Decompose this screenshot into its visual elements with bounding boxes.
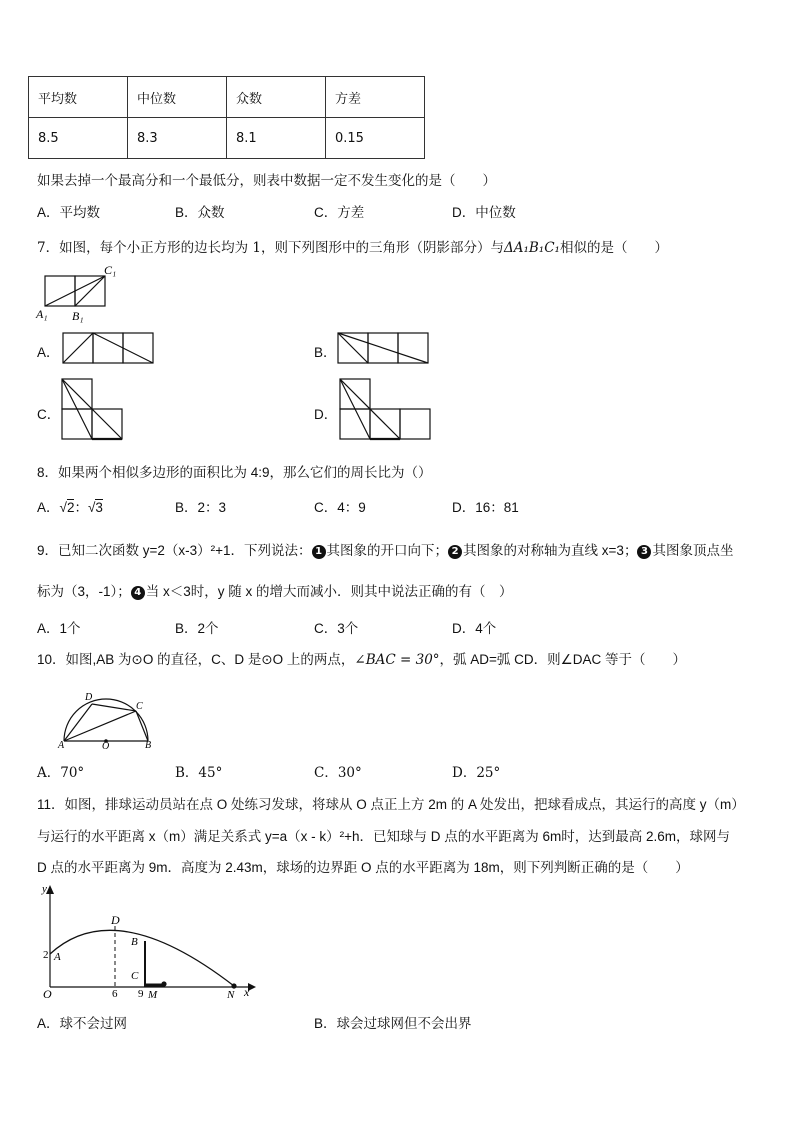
q7-option-c-figure[interactable]: [60, 377, 126, 441]
q7-stem: [37, 236, 668, 256]
q11-stem-line3: D 点的水平距离为 9m．高度为 2.43m，球场的边界距 O 点的水平距离为 18m，则下列判断正确的是（ ）: [37, 860, 689, 875]
q9-stem-line2: [37, 580, 513, 600]
q11-label-d: D: [111, 913, 120, 927]
q9-option-a[interactable]: A．1个: [37, 621, 81, 636]
q9-statement-4: 当 x＜3时，y 随 x 的增大而减小．则其中说法正确的有（ ）: [145, 584, 513, 599]
q7-option-d-figure[interactable]: [338, 377, 434, 441]
q9-option-c[interactable]: C．3个: [314, 621, 359, 636]
value-median: 8.3: [128, 118, 227, 159]
q7-stem-part-a: 7．如图，每个小正方形的边长均为 1，则下列图形中的三角形（阴影部分）与: [37, 240, 504, 256]
q10-option-a[interactable]: A．70°: [37, 765, 85, 781]
q9-option-d[interactable]: D．4个: [452, 621, 497, 636]
header-median: 中位数: [128, 77, 227, 118]
q10-stem: [37, 648, 686, 668]
table-value-row: [29, 118, 425, 159]
circled-number-icon: 2: [448, 545, 462, 559]
q11-option-b[interactable]: B．球会过球网但不会出界: [314, 1016, 472, 1031]
q11-label-m: M: [148, 989, 158, 1001]
q9-stem-line1: [37, 539, 733, 559]
q11-label-y: y: [42, 883, 47, 895]
q6-option-c[interactable]: C．方差: [314, 205, 365, 220]
q8-option-a-left: 2: [66, 500, 75, 515]
q11-label-2: 2: [43, 949, 49, 961]
q7-label-a1: A₁: [36, 307, 48, 321]
q9-statement-3: 其图象顶点坐: [652, 543, 734, 558]
q7-option-d-label[interactable]: D．: [314, 407, 338, 422]
q10-circle-figure: [56, 688, 156, 750]
value-mean: 8.5: [29, 118, 128, 159]
q8-option-a[interactable]: [37, 496, 103, 516]
q6-option-d[interactable]: D．中位数: [452, 205, 516, 220]
q11-label-o: O: [43, 987, 52, 1001]
circled-number-icon: 1: [312, 545, 326, 559]
q10-label-a: A: [58, 740, 65, 750]
q11-label-6: 6: [112, 988, 118, 1000]
q9-stem-intro: 9．已知二次函数 y=2（x-3）²+1．下列说法：: [37, 543, 312, 558]
q7-label-b1: B₁: [72, 309, 84, 323]
q7-option-a-label[interactable]: A．: [37, 345, 60, 360]
q10-label-o: O: [102, 741, 110, 750]
header-variance: 方差: [326, 77, 425, 118]
q10-option-d[interactable]: D．25°: [452, 765, 501, 781]
q11-label-c: C: [131, 970, 139, 982]
value-mode: 8.1: [227, 118, 326, 159]
circled-number-icon: 3: [637, 545, 651, 559]
sqrt-icon: √: [87, 500, 96, 515]
header-mode: 众数: [227, 77, 326, 118]
q10-option-c[interactable]: C．30°: [314, 765, 362, 781]
q8-option-c[interactable]: C．4：9: [314, 500, 366, 515]
q7-reference-figure: [30, 262, 130, 324]
sqrt-icon: √: [59, 500, 67, 515]
q7-option-b-figure[interactable]: [337, 331, 431, 365]
q8-option-d[interactable]: D．16：81: [452, 500, 519, 515]
q6-option-a[interactable]: A．平均数: [37, 205, 101, 220]
q9-statement-2: 其图象的对称轴为直线 x=3；: [463, 543, 638, 558]
q7-triangle-name: ΔA₁B₁C₁: [503, 240, 560, 256]
q11-volleyball-figure: [34, 882, 260, 1004]
q6-stem: 如果去掉一个最高分和一个最低分，则表中数据一定不发生变化的是（ ）: [37, 173, 496, 188]
table-header-row: [29, 77, 425, 118]
q11-label-n: N: [227, 989, 235, 1001]
q7-option-a-figure[interactable]: [62, 331, 156, 365]
q7-label-c1: C₁: [104, 263, 117, 277]
value-variance: 0.15: [326, 118, 425, 159]
q9-statement-3-cont: 标为（3，-1）；: [37, 584, 131, 599]
circled-number-icon: 4: [131, 586, 145, 600]
q7-option-c-label[interactable]: C．: [37, 407, 61, 422]
q10-label-b: B: [145, 740, 152, 750]
q7-stem-part-b: 相似的是（ ）: [559, 240, 668, 256]
q8-option-a-right: 3: [95, 500, 103, 515]
q11-stem-line1: 11．如图，排球运动员站在点 O 处练习发球，将球从 O 点正上方 2m 的 A 处发出，把球看成点，其运行的高度 y（m）: [37, 797, 745, 812]
q11-label-a: A: [54, 951, 61, 963]
q7-option-b-label[interactable]: B．: [314, 345, 337, 360]
q9-statement-1: 其图象的开口向下；: [326, 543, 449, 558]
q8-option-a-label: A．: [37, 500, 60, 515]
q6-option-b[interactable]: B．众数: [175, 205, 225, 220]
q10-stem-part-a: 10．如图,AB 为⊙O 的直径，C、D 是⊙O 上的两点，: [37, 652, 355, 667]
q11-label-x: x: [244, 985, 250, 999]
q10-option-b[interactable]: B．45°: [175, 765, 223, 781]
q10-angle: ∠BAC = 30°: [354, 652, 440, 668]
statistics-table: [28, 76, 425, 159]
q11-stem-line2: 与运行的水平距离 x（m）满足关系式 y=a（x - k）²+h．已知球与 D 点的水平距离为 6m时，达到最高 2.6m，球网与: [37, 829, 731, 844]
q9-option-b[interactable]: B．2个: [175, 621, 219, 636]
q10-stem-part-b: ，弧 AD=弧 CD．则∠DAC 等于（ ）: [439, 652, 687, 667]
q10-label-d: D: [85, 692, 93, 703]
q11-option-a[interactable]: A．球不会过网: [37, 1016, 128, 1031]
q8-option-a-sep: ：: [74, 500, 88, 515]
q8-option-b[interactable]: B．2：3: [175, 500, 227, 515]
q8-stem: 8．如果两个相似多边形的面积比为 4:9，那么它们的周长比为（）: [37, 465, 432, 480]
header-mean: 平均数: [29, 77, 128, 118]
q10-label-c: C: [136, 701, 143, 712]
q11-label-b: B: [131, 936, 138, 948]
q11-label-9: 9: [138, 988, 144, 1000]
